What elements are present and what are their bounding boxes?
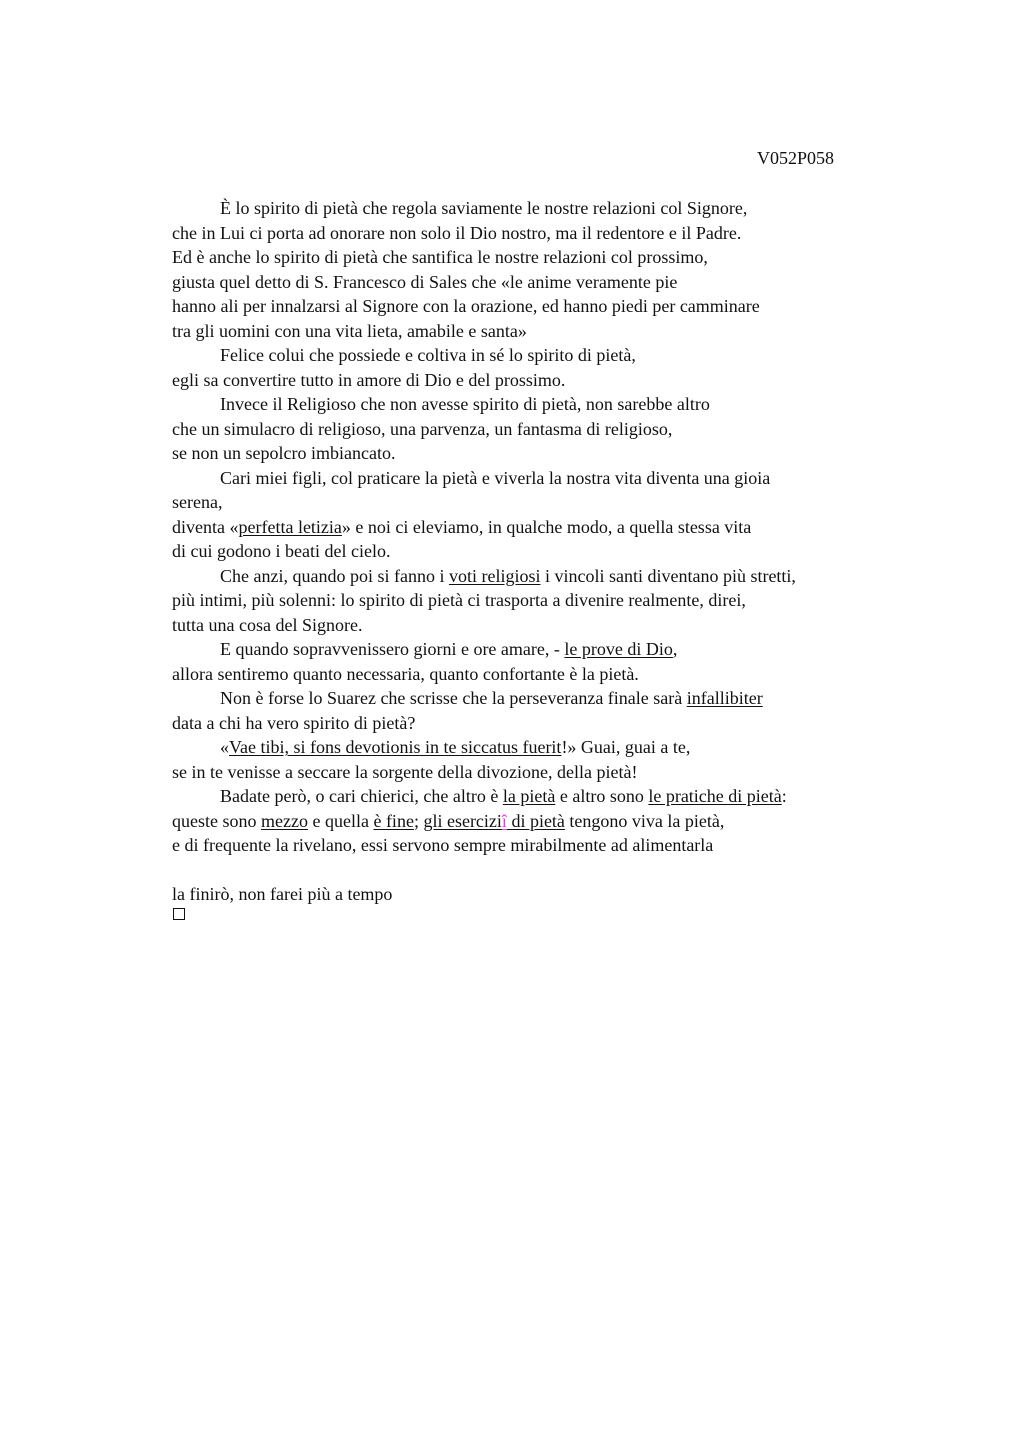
text-segment: « bbox=[220, 737, 229, 757]
underlined-phrase: è fine bbox=[373, 810, 414, 831]
text-segment: , bbox=[672, 639, 678, 659]
text-line bbox=[172, 515, 932, 540]
document-body bbox=[172, 196, 932, 907]
text-segment: !» Guai, guai a te, bbox=[561, 737, 691, 757]
text-segment: Che anzi, quando poi si fanno i bbox=[220, 565, 449, 586]
text-segment: queste sono bbox=[172, 810, 261, 831]
text-line: Cari miei figli, col praticare la pietà e viverla la nostra vita diventa una gioia bbox=[220, 467, 771, 488]
text-segment: diventa « bbox=[172, 516, 239, 537]
text-line bbox=[172, 784, 932, 809]
text-segment: Badate però, o cari chierici, che altro è bbox=[220, 786, 503, 806]
text-line: che in Lui ci porta ad onorare non solo il Dio nostro, ma il redentore e il Padre. bbox=[172, 222, 742, 243]
text-line: tutta una cosa del Signore. bbox=[172, 614, 363, 635]
text-line: Invece il Religioso che non avesse spirito di pietà, non sarebbe altro bbox=[220, 394, 710, 414]
text-line: È lo spirito di pietà che regola saviamente le nostre relazioni col Signore, bbox=[220, 198, 748, 218]
highlighted-character: î bbox=[501, 810, 507, 831]
text-line: Felice colui che possiede e coltiva in sé lo spirito di pietà, bbox=[220, 345, 636, 365]
text-line: serena, bbox=[172, 492, 223, 512]
text-line: se in te venisse a seccare la sorgente della divozione, della pietà! bbox=[172, 761, 638, 782]
text-line: egli sa convertire tutto in amore di Dio e del prossimo. bbox=[172, 369, 566, 390]
text-line: Ed è anche lo spirito di pietà che santifica le nostre relazioni col prossimo, bbox=[172, 247, 708, 267]
underlined-phrase: infallibiter bbox=[686, 688, 763, 708]
text-segment: » e noi ci eleviamo, in qualche modo, a quella stessa vita bbox=[341, 516, 752, 537]
text-segment: Non è forse lo Suarez che scrisse che la perseveranza finale sarà bbox=[220, 688, 687, 708]
underlined-phrase: di pietà bbox=[506, 810, 565, 831]
text-line bbox=[172, 686, 932, 711]
text-line: di cui godono i beati del cielo. bbox=[172, 541, 391, 561]
text-segment: e altro sono bbox=[555, 786, 649, 806]
text-line: allora sentiremo quanto necessaria, quanto confortante è la pietà. bbox=[172, 663, 639, 684]
text-segment: i vincoli santi diventano più stretti, bbox=[540, 565, 796, 586]
text-line: più intimi, più solenni: lo spirito di pietà ci trasporta a divenire realmente, direi, bbox=[172, 590, 746, 610]
text-line: se non un sepolcro imbiancato. bbox=[172, 443, 396, 463]
text-line: che un simulacro di religioso, una parvenza, un fantasma di religioso, bbox=[172, 418, 673, 439]
text-line: data a chi ha vero spirito di pietà? bbox=[172, 712, 416, 733]
text-segment: tengono viva la pietà, bbox=[564, 810, 725, 831]
blank-line bbox=[172, 858, 932, 883]
text-segment: ; bbox=[413, 810, 424, 831]
text-line: e di frequente la rivelano, essi servono sempre mirabilmente ad alimentarla bbox=[172, 835, 714, 855]
underlined-phrase: le prove di Dio bbox=[564, 639, 673, 659]
text-line bbox=[172, 637, 932, 662]
text-segment: : bbox=[781, 786, 787, 806]
text-line: la finirò, non farei più a tempo bbox=[172, 884, 393, 904]
text-line bbox=[172, 809, 932, 834]
underlined-phrase: mezzo bbox=[261, 810, 308, 831]
text-line: hanno ali per innalzarsi al Signore con la orazione, ed hanno piedi per camminare bbox=[172, 296, 760, 316]
underlined-phrase: perfetta letizia bbox=[238, 516, 342, 537]
checkbox-square-icon bbox=[173, 908, 185, 920]
text-line: tra gli uomini con una vita lieta, amabile e santa» bbox=[172, 320, 527, 341]
text-line: giusta quel detto di S. Francesco di Sales che «le anime veramente pie bbox=[172, 271, 678, 292]
text-line bbox=[172, 735, 932, 760]
text-segment: e quella bbox=[307, 810, 374, 831]
text-segment: E quando sopravvenissero giorni e ore amare, - bbox=[220, 639, 565, 659]
underlined-phrase: gli esercizi bbox=[423, 810, 502, 831]
underlined-phrase: le pratiche di pietà bbox=[648, 786, 782, 806]
underlined-phrase: la pietà bbox=[502, 786, 556, 806]
text-line bbox=[172, 564, 932, 589]
underlined-phrase: Vae tibi, si fons devotionis in te siccatus fuerit bbox=[229, 737, 562, 757]
page-number: V052P058 bbox=[757, 148, 835, 168]
underlined-phrase: voti religiosi bbox=[448, 565, 541, 586]
